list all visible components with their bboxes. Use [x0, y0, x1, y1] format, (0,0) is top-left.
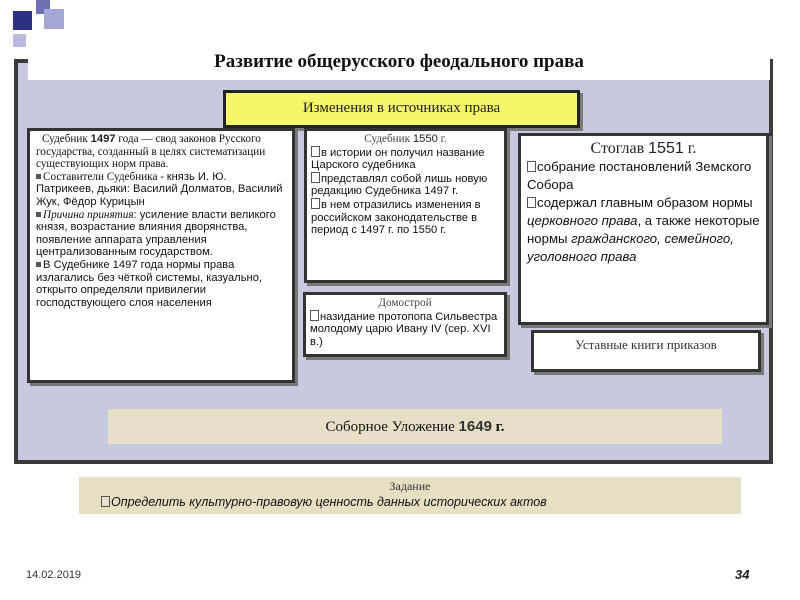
intro-text: года — свод законов Русского государства, созданный в целях систематизации существующих норм права. — [36, 133, 266, 171]
deco-square — [13, 34, 26, 47]
task-header: Задание — [389, 479, 431, 493]
slide-title: Развитие общерусского феодального права — [28, 45, 770, 80]
ustavnye-knigi-box: Уставные книги приказов — [531, 330, 761, 372]
intro-label: Судебник — [42, 133, 91, 145]
checkbox-bullet-icon — [527, 161, 536, 172]
stoglav-header — [527, 140, 760, 158]
sudebnik-1497-intro — [36, 133, 286, 171]
domostroy-box — [303, 292, 507, 357]
list-item — [527, 194, 760, 266]
header-label: Судебник — [364, 133, 413, 145]
header-suffix: г. — [437, 133, 447, 145]
task-item — [101, 495, 741, 509]
header-suffix: г. — [683, 140, 697, 157]
checkbox-bullet-icon — [101, 496, 110, 507]
bar-label: Соборное Уложение — [325, 419, 459, 435]
task-text: Определить культурно-правовую ценность данных исторических актов — [111, 495, 547, 509]
footer-date: 14.02.2019 — [26, 569, 82, 581]
changes-header: Изменения в источниках права — [223, 90, 580, 128]
list-item — [310, 310, 500, 349]
list-item — [311, 146, 500, 172]
bullet-icon — [36, 212, 41, 217]
deco-square — [13, 11, 32, 30]
item-text: назидание протопопа Сильвестра молодому царю Ивану IV (сер. XVI в.) — [310, 310, 498, 348]
stoglav-box — [518, 133, 769, 325]
norms-item — [36, 259, 286, 309]
item-text: , а также некоторые нормы — [527, 213, 760, 246]
checkbox-bullet-icon — [311, 172, 320, 183]
sudebnik-1497-box — [27, 128, 295, 383]
authors-text: князь И. Ю. Патрикеев, дьяки: Василий Долматов, Василий Жук, Фёдор Курицын — [36, 170, 283, 208]
intro-year: 1497 — [90, 133, 116, 145]
header-label: Стоглав — [590, 140, 649, 157]
sobornoe-ulozhenie-bar — [108, 409, 722, 444]
checkbox-bullet-icon — [527, 197, 536, 208]
list-item — [311, 172, 500, 198]
header-year: 1550 — [412, 133, 438, 145]
authors-item — [36, 171, 286, 209]
reason-label: Причина принятия — [43, 208, 134, 221]
item-emphasis: церковного права — [527, 213, 638, 228]
bullet-icon — [36, 174, 41, 179]
reason-item — [36, 209, 286, 259]
checkbox-bullet-icon — [310, 310, 319, 321]
authors-label: Составители Судебника - — [43, 170, 167, 183]
page-number: 34 — [735, 567, 750, 582]
reason-text: : усиление власти великого князя, возрастание влияния дворянства, появление аппарата управления централизованным государством. — [36, 208, 276, 259]
bullet-icon — [36, 262, 41, 267]
item-emphasis: гражданского, семейного, уголовного права — [527, 231, 734, 264]
checkbox-bullet-icon — [311, 198, 320, 209]
checkbox-bullet-icon — [311, 146, 320, 157]
deco-square — [44, 9, 64, 29]
item-text: содержал главным образом нормы — [537, 195, 753, 210]
item-text: в нем отразились изменения в российском законодательстве в период с 1497 г. по 1550 г. — [311, 198, 481, 237]
norms-text: В Судебнике 1497 года нормы права излагались без чёткой системы, казуально, открыто определяли привилегии господствующего слоя населения — [36, 258, 263, 309]
bar-year: 1649 — [458, 418, 492, 435]
item-text: собрание постановлений Земского Собора — [527, 159, 752, 192]
list-item — [527, 158, 760, 194]
sudebnik-1550-header — [311, 133, 500, 146]
sudebnik-1550-box — [304, 128, 507, 283]
item-text: представлял собой лишь новую редакцию Судебника 1497 г. — [311, 172, 488, 198]
header-year: 1551 — [648, 140, 684, 157]
task-box — [79, 477, 741, 514]
list-item — [311, 198, 500, 237]
bar-suffix: г. — [491, 419, 505, 435]
item-text: в истории он получил название Царского судебника — [311, 146, 485, 172]
domostroy-header: Домострой — [378, 297, 432, 309]
